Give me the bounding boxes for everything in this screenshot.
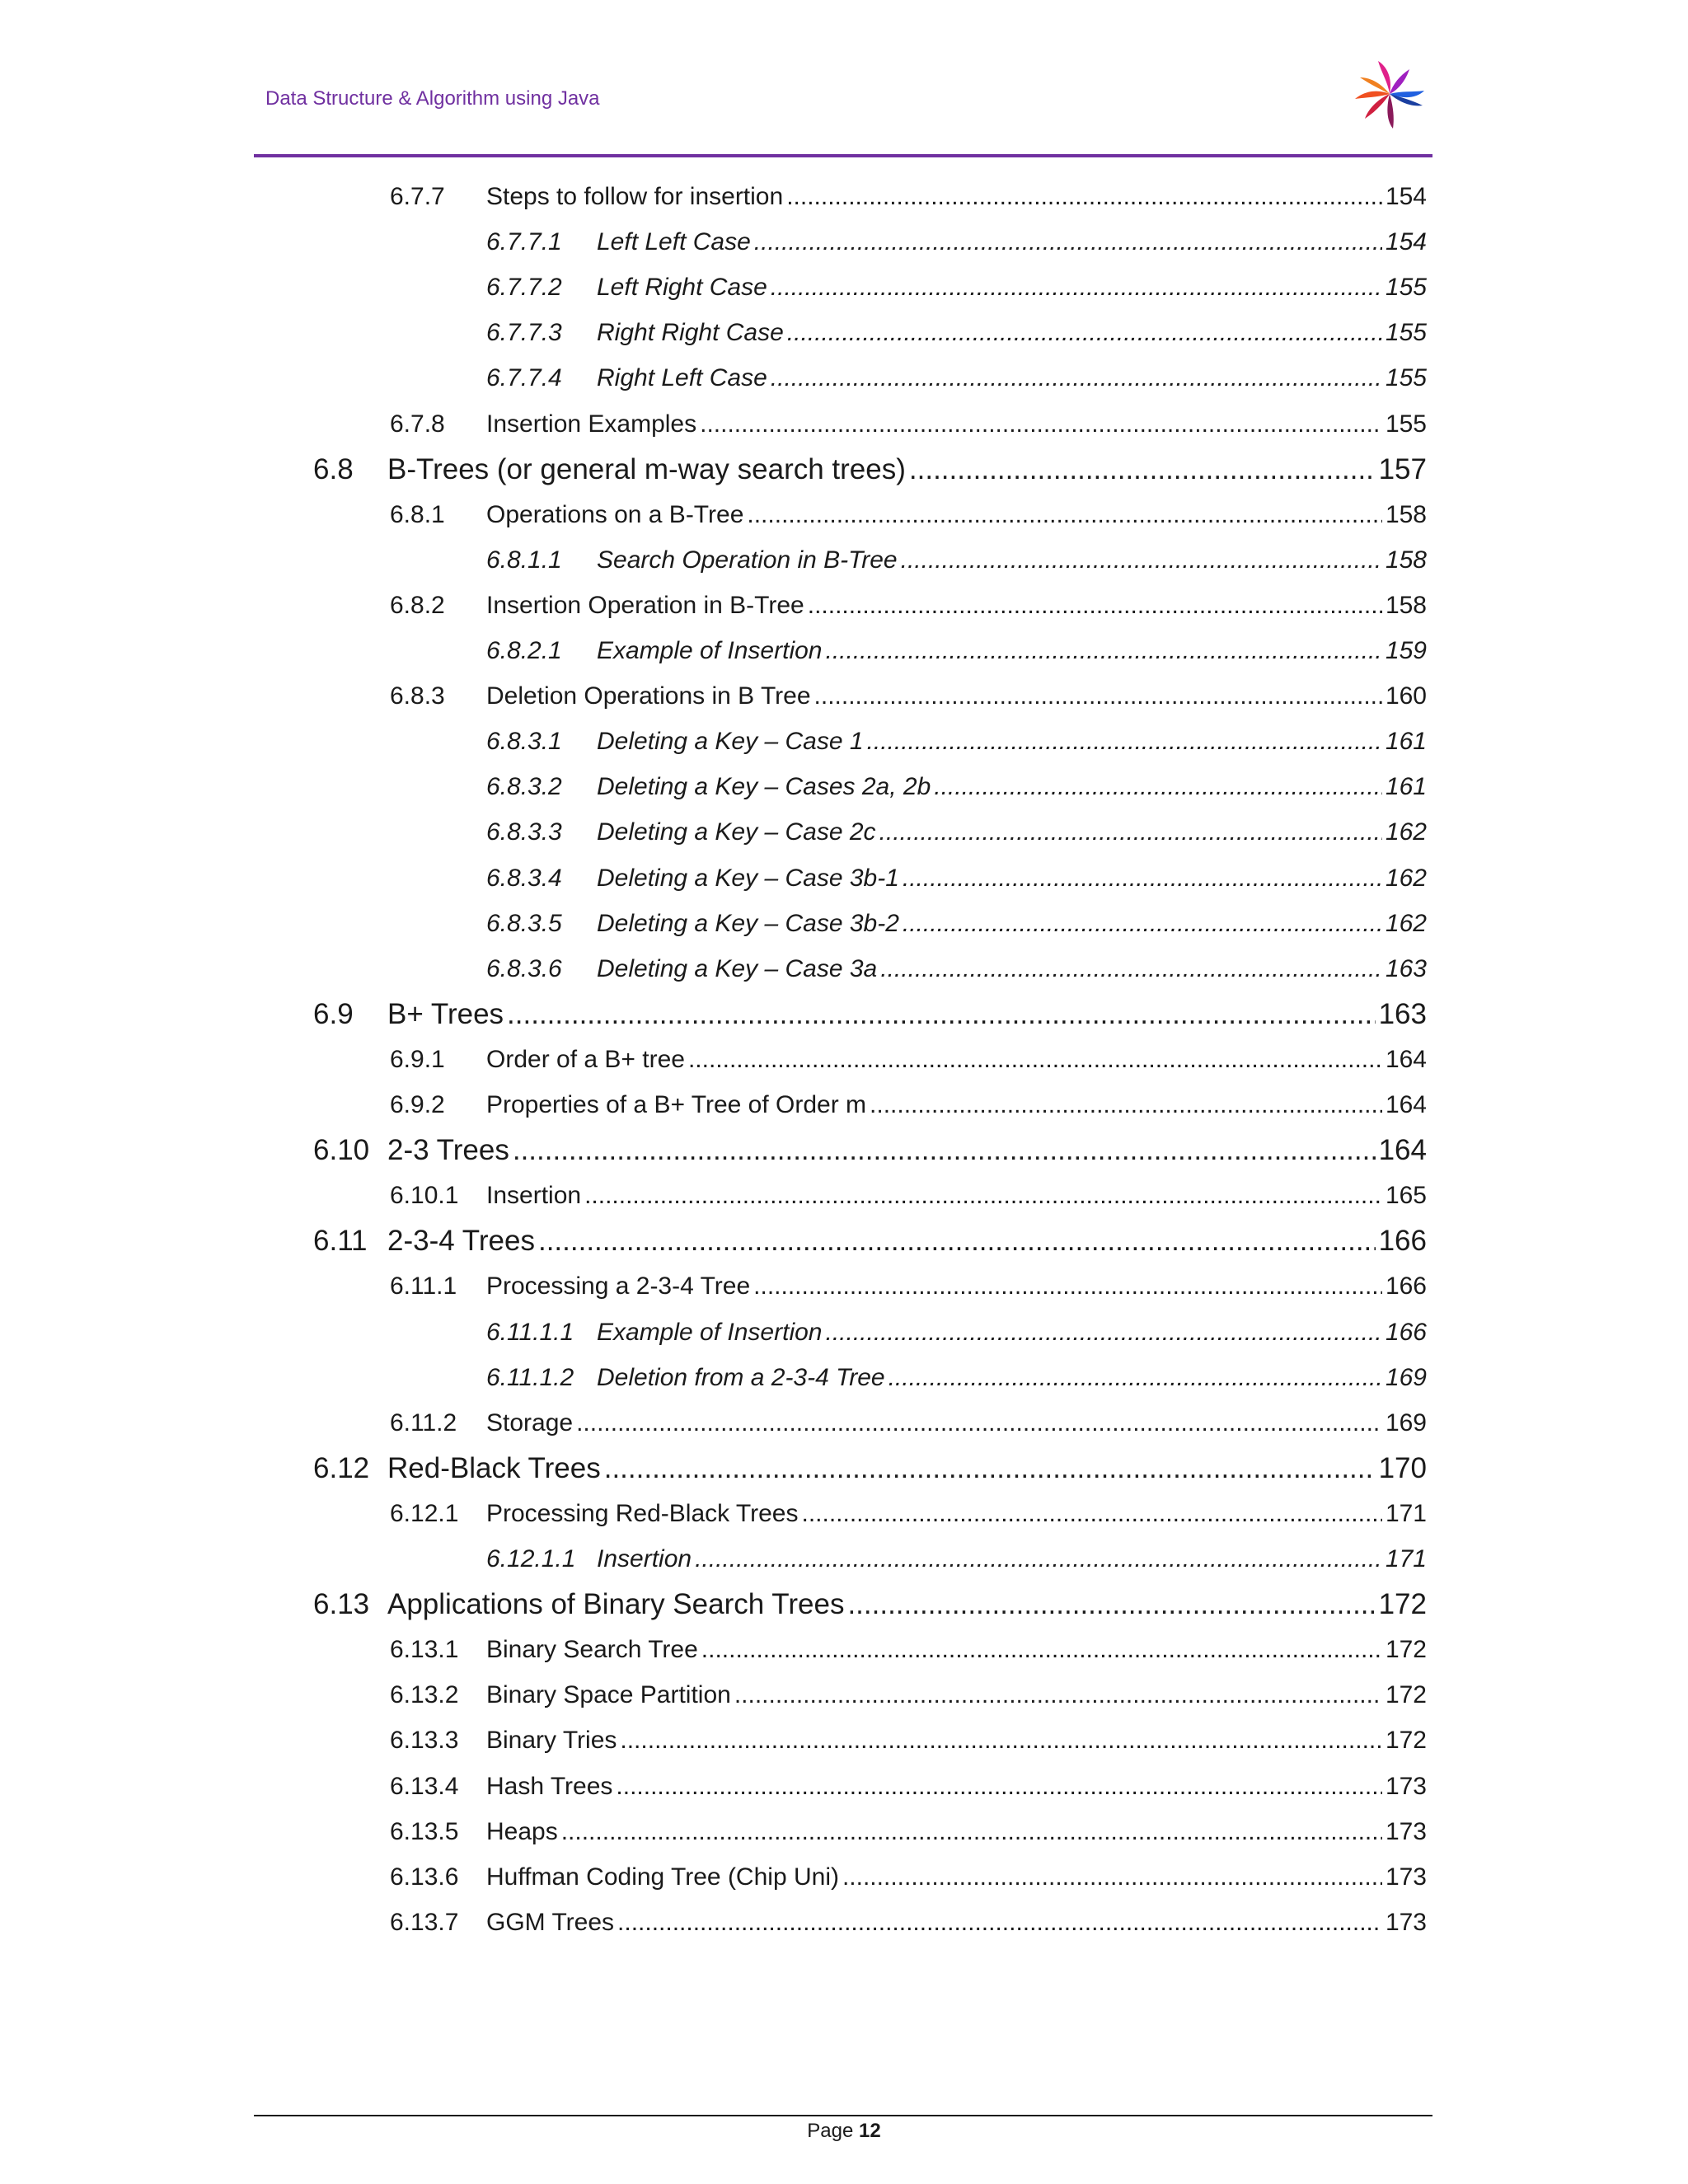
toc-section-number: 6.10.1	[390, 1182, 459, 1210]
toc-section-title: Deleting a Key – Case 1	[597, 728, 864, 756]
toc-section-number: 6.9	[313, 997, 354, 1030]
toc-page-number: 154	[1385, 183, 1427, 210]
toc-dot-leader	[700, 410, 1382, 438]
toc-dot-leader	[934, 773, 1382, 801]
toc-section-title: Example of Insertion	[597, 637, 823, 664]
toc-page-number: 163	[1378, 997, 1427, 1030]
toc-dot-leader	[802, 1500, 1382, 1528]
toc-section-number: 6.8.1.1	[486, 546, 562, 574]
toc-entry[interactable]	[486, 364, 1427, 392]
toc-section-title: Insertion	[486, 1182, 582, 1210]
toc-section-title: Applications of Binary Search Trees	[387, 1588, 845, 1621]
page-footer	[0, 2120, 1688, 2143]
toc-section-number: 6.7.7.3	[486, 319, 562, 347]
toc-section-title: Steps to follow for insertion	[486, 183, 784, 210]
toc-section-title: Deleting a Key – Case 3b-2	[597, 909, 899, 937]
toc-section-title: Insertion Operation in B-Tree	[486, 591, 804, 619]
header-divider	[254, 154, 1432, 157]
toc-section-number: 6.12.1	[390, 1499, 459, 1527]
toc-entry[interactable]	[486, 1364, 1427, 1392]
toc-section-number: 6.8.3.1	[486, 728, 562, 756]
toc-section-number: 6.13.6	[390, 1863, 459, 1891]
toc-dot-leader	[808, 592, 1382, 620]
toc-entry[interactable]	[486, 818, 1427, 846]
toc-entry[interactable]	[486, 319, 1427, 347]
toc-section-number: 6.13.5	[390, 1817, 459, 1845]
toc-section-number: 6.8.2	[390, 591, 445, 619]
toc-section-number: 6.11.1.1	[486, 1318, 574, 1346]
toc-section-number: 6.13.7	[390, 1908, 459, 1936]
toc-page-number: 172	[1385, 1727, 1427, 1755]
toc-section-number: 6.7.8	[390, 410, 445, 438]
toc-section-number: 6.8.3.2	[486, 773, 562, 801]
toc-page-number: 173	[1385, 1863, 1427, 1891]
toc-dot-leader	[538, 1225, 1376, 1258]
toc-page-number: 164	[1385, 1091, 1427, 1118]
toc-dot-leader	[688, 1046, 1382, 1074]
toc-section-number: 6.8	[313, 452, 354, 485]
toc-section-title: Left Right Case	[597, 274, 767, 302]
toc-page-number: 164	[1385, 1045, 1427, 1073]
toc-section-title: Processing a 2-3-4 Tree	[486, 1272, 751, 1301]
toc-section-number: 6.11.1	[390, 1272, 457, 1301]
toc-section-title: Right Left Case	[597, 364, 767, 392]
toc-dot-leader	[620, 1727, 1382, 1755]
toc-page-number: 171	[1385, 1499, 1427, 1527]
toc-section-title: Right Right Case	[597, 319, 784, 347]
toc-section-number: 6.11	[313, 1225, 368, 1258]
toc-page-number: 159	[1385, 637, 1427, 664]
toc-dot-leader	[771, 274, 1382, 302]
toc-section-number: 6.7.7.1	[486, 228, 562, 256]
toc-section-title: Search Operation in B-Tree	[597, 546, 898, 574]
toc-page-number: 163	[1385, 954, 1427, 982]
toc-section-title: 2-3-4 Trees	[387, 1225, 535, 1258]
toc-dot-leader	[879, 818, 1382, 846]
toc-dot-leader	[584, 1182, 1382, 1210]
toc-dot-leader	[870, 1091, 1382, 1119]
toc-page-number: 166	[1385, 1318, 1427, 1346]
toc-section-title: Binary Tries	[486, 1727, 617, 1755]
toc-dot-leader	[825, 637, 1381, 665]
toc-section-number: 6.11.1.2	[486, 1363, 574, 1391]
toc-section-title: Deleting a Key – Case 2c	[597, 818, 876, 846]
toc-page-number: 161	[1385, 728, 1427, 756]
toc-page-number: 172	[1385, 1681, 1427, 1709]
toc-section-number: 6.12.1.1	[486, 1545, 576, 1572]
toc-dot-leader	[616, 1773, 1382, 1801]
toc-page-number: 164	[1378, 1134, 1427, 1167]
toc-section-number: 6.13.3	[390, 1727, 459, 1755]
toc-dot-leader	[753, 1272, 1382, 1301]
toc-entry[interactable]	[486, 1545, 1427, 1573]
toc-dot-leader	[576, 1409, 1382, 1437]
toc-page-number: 161	[1385, 773, 1427, 801]
toc-dot-leader	[842, 1863, 1382, 1891]
toc-page-number: 160	[1385, 682, 1427, 710]
toc-entry[interactable]	[486, 1319, 1427, 1347]
toc-dot-leader	[513, 1134, 1376, 1167]
toc-page-number: 155	[1385, 319, 1427, 347]
toc-entry[interactable]	[390, 1818, 1427, 1846]
toc-section-number: 6.12	[313, 1451, 370, 1484]
toc-dot-leader	[880, 955, 1382, 983]
toc-entry[interactable]	[390, 1182, 1427, 1210]
toc-section-number: 6.8.1	[390, 500, 445, 528]
toc-page-number: 173	[1385, 1817, 1427, 1845]
toc-page-number: 162	[1385, 909, 1427, 937]
page-label: Page	[807, 2120, 854, 2142]
toc-section-title: Processing Red-Black Trees	[486, 1499, 799, 1527]
toc-entry[interactable]	[390, 410, 1427, 438]
toc-dot-leader	[734, 1681, 1382, 1709]
toc-entry[interactable]	[390, 592, 1427, 620]
page-number: 12	[859, 2120, 881, 2142]
toc-entry[interactable]	[313, 453, 1427, 486]
toc-section-number: 6.13	[313, 1588, 370, 1621]
toc-dot-leader	[867, 728, 1382, 756]
toc-dot-leader	[901, 546, 1382, 574]
toc-page-number: 173	[1385, 1772, 1427, 1800]
toc-entry[interactable]	[390, 1681, 1427, 1709]
toc-entry[interactable]	[486, 274, 1427, 302]
toc-section-number: 6.8.3.6	[486, 954, 562, 982]
toc-entry[interactable]	[313, 1588, 1427, 1621]
toc-section-number: 6.8.3.4	[486, 864, 562, 892]
toc-dot-leader	[787, 319, 1382, 347]
toc-section-title: B-Trees (or general m-way search trees)	[387, 452, 906, 485]
toc-entry[interactable]	[390, 1773, 1427, 1801]
toc-page-number: 155	[1385, 274, 1427, 302]
toc-section-number: 6.13.2	[390, 1681, 459, 1709]
toc-entry[interactable]	[486, 910, 1427, 938]
toc-page-number: 165	[1385, 1182, 1427, 1210]
toc-dot-leader	[909, 453, 1376, 486]
toc-dot-leader	[617, 1909, 1382, 1937]
toc-entry[interactable]	[313, 1452, 1427, 1485]
toc-dot-leader	[786, 183, 1382, 211]
toc-section-number: 6.8.3.3	[486, 818, 562, 846]
toc-dot-leader	[889, 1364, 1382, 1392]
toc-page-number: 166	[1378, 1225, 1427, 1258]
toc-dot-leader	[701, 1636, 1382, 1664]
toc-section-title: B+ Trees	[387, 997, 504, 1030]
toc-section-number: 6.7.7.4	[486, 364, 562, 392]
toc-section-number: 6.8.2.1	[486, 637, 562, 664]
toc-page-number: 155	[1385, 410, 1427, 438]
toc-section-title: Binary Search Tree	[486, 1636, 698, 1664]
toc-page-number: 154	[1385, 228, 1427, 256]
toc-page-number: 169	[1385, 1363, 1427, 1391]
toc-page-number: 158	[1385, 591, 1427, 619]
toc-page-number: 162	[1385, 864, 1427, 892]
toc-entry[interactable]	[486, 546, 1427, 574]
toc-entry[interactable]	[313, 998, 1427, 1031]
toc-section-title: Deleting a Key – Cases 2a, 2b	[597, 773, 931, 801]
toc-dot-leader	[507, 998, 1376, 1031]
toc-entry[interactable]	[390, 1272, 1427, 1301]
toc-section-number: 6.13.1	[390, 1636, 459, 1664]
toc-dot-leader	[814, 682, 1382, 710]
toc-section-number: 6.7.7	[390, 183, 445, 210]
toc-page-number: 172	[1378, 1588, 1427, 1621]
toc-section-title: Deletion Operations in B Tree	[486, 682, 811, 710]
toc-section-number: 6.8.3	[390, 682, 445, 710]
toc-section-title: Storage	[486, 1408, 574, 1436]
toc-section-number: 6.9.1	[390, 1045, 445, 1073]
toc-page-number: 166	[1385, 1272, 1427, 1301]
toc-page-number: 173	[1385, 1908, 1427, 1936]
toc-section-number: 6.11.2	[390, 1408, 457, 1436]
toc-section-title: Order of a B+ tree	[486, 1045, 685, 1073]
toc-section-title: Deleting a Key – Case 3a	[597, 954, 878, 982]
toc-section-title: GGM Trees	[486, 1908, 615, 1936]
toc-entry[interactable]	[390, 183, 1427, 211]
toc-entry[interactable]	[390, 1046, 1427, 1074]
toc-page-number: 171	[1385, 1545, 1427, 1572]
toc-entry[interactable]	[390, 682, 1427, 710]
toc-entry[interactable]	[486, 728, 1427, 756]
toc-page-number: 169	[1385, 1408, 1427, 1436]
toc-section-title: Red-Black Trees	[387, 1451, 601, 1484]
toc-page-number: 170	[1378, 1451, 1427, 1484]
toc-section-number: 6.7.7.2	[486, 274, 562, 302]
toc-section-number: 6.10	[313, 1134, 370, 1167]
toc-dot-leader	[903, 910, 1382, 938]
toc-dot-leader	[747, 501, 1382, 529]
toc-section-title: Heaps	[486, 1817, 558, 1845]
toc-page-number: 157	[1378, 452, 1427, 485]
toc-section-title: 2-3 Trees	[387, 1134, 509, 1167]
document-title: Data Structure & Algorithm using Java	[265, 87, 600, 110]
toc-section-title: Example of Insertion	[597, 1318, 823, 1346]
toc-section-title: Deletion from a 2-3-4 Tree	[597, 1363, 885, 1391]
toc-entry[interactable]	[390, 1409, 1427, 1437]
toc-section-title: Hash Trees	[486, 1772, 613, 1800]
toc-section-number: 6.13.4	[390, 1772, 459, 1800]
toc-section-title: Deleting a Key – Case 3b-1	[597, 864, 899, 892]
toc-dot-leader	[604, 1452, 1376, 1485]
toc-page-number: 158	[1385, 500, 1427, 528]
toc-entry[interactable]	[313, 1134, 1427, 1167]
toc-entry[interactable]	[390, 1909, 1427, 1937]
toc-section-title: Operations on a B-Tree	[486, 500, 744, 528]
toc-entry[interactable]	[390, 501, 1427, 529]
toc-section-number: 6.8.3.5	[486, 909, 562, 937]
toc-section-number: 6.9.2	[390, 1091, 445, 1118]
toc-dot-leader	[771, 364, 1382, 392]
toc-dot-leader	[847, 1588, 1375, 1621]
toc-entry[interactable]	[486, 865, 1427, 893]
toc-entry[interactable]	[486, 637, 1427, 665]
toc-dot-leader	[903, 865, 1382, 893]
toc-dot-leader	[754, 228, 1382, 256]
toc-page-number: 162	[1385, 818, 1427, 846]
toc-dot-leader	[561, 1818, 1382, 1846]
toc-entry[interactable]	[390, 1863, 1427, 1891]
toc-entry[interactable]	[313, 1225, 1427, 1258]
toc-section-title: Insertion Examples	[486, 410, 697, 438]
toc-page-number: 155	[1385, 364, 1427, 392]
toc-page-number: 172	[1385, 1636, 1427, 1664]
toc-entry[interactable]	[486, 773, 1427, 801]
toc-section-title: Left Left Case	[597, 228, 751, 256]
toc-entry[interactable]	[390, 1500, 1427, 1528]
toc-entry[interactable]	[486, 228, 1427, 256]
toc-section-title: Insertion	[597, 1545, 692, 1572]
footer-divider	[254, 2115, 1432, 2116]
publisher-logo-icon	[1342, 53, 1437, 135]
toc-section-title: Properties of a B+ Tree of Order m	[486, 1091, 867, 1118]
toc-entry[interactable]	[390, 1727, 1427, 1755]
toc-section-title: Binary Space Partition	[486, 1681, 731, 1709]
toc-dot-leader	[825, 1319, 1381, 1347]
toc-section-title: Huffman Coding Tree (Chip Uni)	[486, 1863, 839, 1891]
toc-entry[interactable]	[486, 955, 1427, 983]
toc-dot-leader	[695, 1545, 1382, 1573]
toc-page-number: 158	[1385, 546, 1427, 574]
toc-entry[interactable]	[390, 1091, 1427, 1119]
toc-entry[interactable]	[390, 1636, 1427, 1664]
